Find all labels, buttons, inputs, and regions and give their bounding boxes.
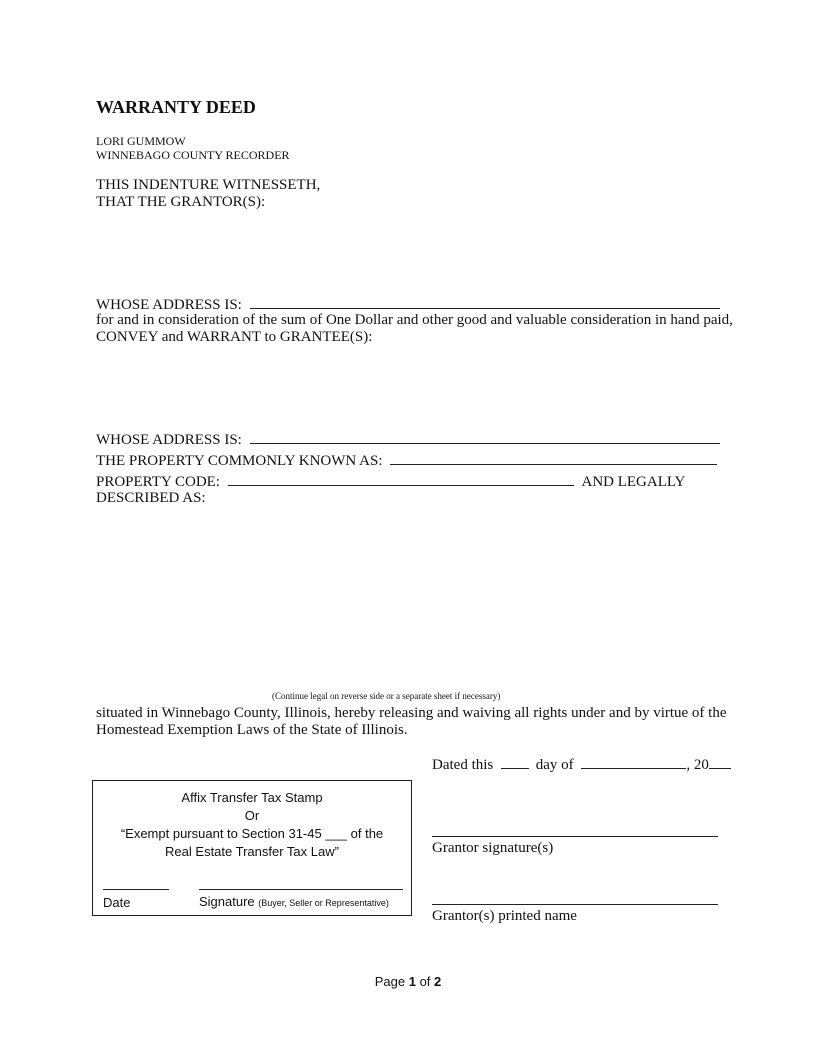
situated-line-1: situated in Winnebago County, Illinois, hereby releasing and waiving all rights under and by virtue of the	[96, 705, 727, 721]
stamp-line-2: Or	[244, 808, 260, 823]
stamp-line-1: Affix Transfer Tax Stamp	[181, 790, 323, 805]
dated-row	[432, 754, 731, 774]
legally-label: AND LEGALLY	[581, 474, 686, 490]
property-code-label: PROPERTY CODE:	[96, 474, 220, 490]
grantee-address-row	[96, 429, 720, 449]
page-current: 1	[408, 974, 416, 989]
stamp-instructions	[93, 789, 411, 861]
stamp-line-4: Real Estate Transfer Tax Law”	[165, 844, 339, 859]
described-as-label: DESCRIBED AS:	[96, 490, 206, 506]
property-known-row	[96, 450, 717, 470]
stamp-signature-label: Signature	[199, 894, 255, 909]
stamp-signature-note: (Buyer, Seller or Representative)	[258, 898, 389, 908]
dated-day-field[interactable]	[501, 754, 529, 769]
property-code-field[interactable]	[228, 471, 574, 486]
page-of: of	[419, 974, 431, 989]
grantee-address-label: WHOSE ADDRESS IS:	[96, 432, 242, 448]
stamp-signature-block	[199, 894, 389, 909]
property-code-row	[96, 471, 685, 491]
dated-year-field[interactable]	[709, 754, 731, 769]
grantee-address-field[interactable]	[250, 429, 720, 444]
consideration-line-2: CONVEY and WARRANT to GRANTEE(S):	[96, 329, 373, 345]
recorder-name: LORI GUMMOW	[96, 134, 186, 148]
transfer-tax-stamp-box[interactable]	[92, 780, 412, 916]
dated-day-of: day of	[535, 757, 574, 773]
stamp-line-3: “Exempt pursuant to Section 31-45 ___ of the	[120, 826, 384, 841]
grantor-signature-line[interactable]	[432, 836, 718, 837]
grantor-signature-label: Grantor signature(s)	[432, 840, 554, 856]
consideration-line-1: for and in consideration of the sum of One Dollar and other good and valuable consideration in hand paid,	[96, 312, 733, 328]
page-footer	[0, 974, 816, 989]
intro-line-1: THIS INDENTURE WITNESSETH,	[96, 177, 321, 193]
document-title: WARRANTY DEED	[96, 97, 256, 117]
stamp-signature-line[interactable]	[199, 889, 403, 890]
grantor-printed-name-label: Grantor(s) printed name	[432, 908, 577, 924]
property-known-label: THE PROPERTY COMMONLY KNOWN AS:	[96, 453, 383, 469]
dated-prefix: Dated this	[432, 757, 494, 773]
dated-month-field[interactable]	[581, 754, 686, 769]
recorder-office: WINNEBAGO COUNTY RECORDER	[96, 148, 290, 162]
grantor-printed-name-line[interactable]	[432, 904, 718, 905]
stamp-date-label: Date	[103, 895, 131, 910]
dated-year-prefix: , 20	[686, 757, 709, 773]
page-prefix: Page	[374, 974, 406, 989]
recorder-block	[96, 134, 290, 162]
continue-legal-note: (Continue legal on reverse side or a separate sheet if necessary)	[272, 691, 501, 701]
grantor-address-field[interactable]	[250, 294, 720, 309]
property-known-field[interactable]	[390, 450, 717, 465]
intro-line-2: THAT THE GRANTOR(S):	[96, 194, 266, 210]
page-total: 2	[434, 974, 442, 989]
situated-line-2: Homestead Exemption Laws of the State of Illinois.	[96, 722, 408, 738]
grantor-address-label: WHOSE ADDRESS IS:	[96, 297, 242, 313]
stamp-date-line[interactable]	[103, 889, 169, 890]
